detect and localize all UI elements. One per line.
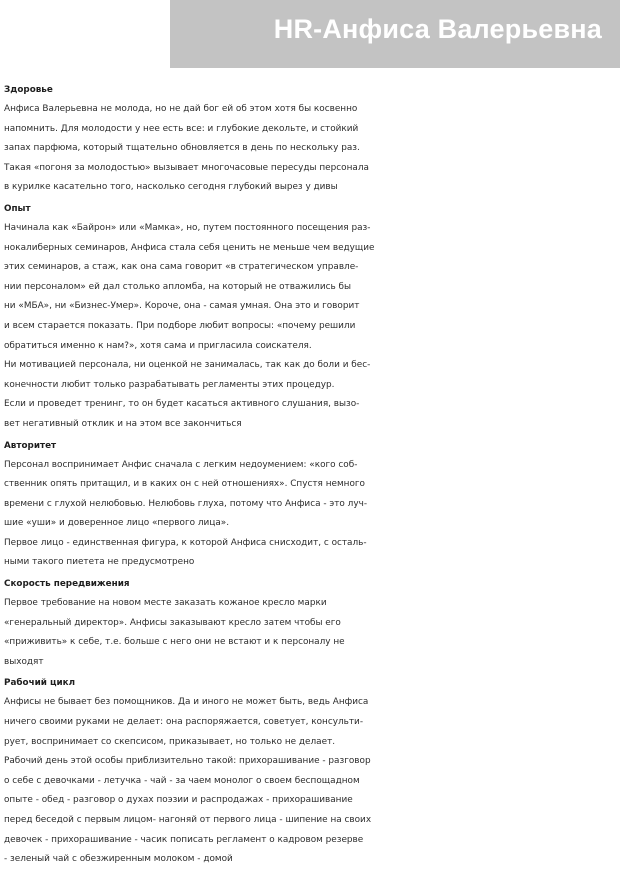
section [4, 674, 612, 869]
text-line: Если и проведет тренинг, то он будет касаться активного слушания, вызо- [4, 399, 360, 410]
text-line: Первое лицо - единственная фигура, к которой Анфиса снисходит, с осталь- [4, 537, 367, 548]
text-line: и всем старается показать. При подборе любит вопросы: «почему решили [4, 320, 356, 331]
text-line: Ни мотивацией персонала, ни оценкой не занималась, так как до боли и бес- [4, 360, 371, 371]
text-line: «генеральный директор». Анфисы заказывают кресло затем чтобы его [4, 617, 341, 628]
text-line: времени с глухой нелюбовью. Нелюбовь глуха, потому что Анфиса - это луч- [4, 498, 368, 509]
section [4, 575, 612, 672]
text-line: конечности любит только разрабатывать регламенты этих процедур. [4, 379, 335, 390]
text-line: Анфисы не бывает без помощников. Да и иного не может быть, ведь Анфиса [4, 697, 369, 708]
text-line: Персонал воспринимает Анфис сначала с легким недоумением: «кого соб- [4, 459, 358, 470]
text-line: ственник опять притащил, и в каких он с ней отношениях». Спустя немного [4, 479, 365, 490]
text-line: Анфиса Валерьевна не молода, но не дай бог ей об этом хотя бы косвенно [4, 104, 358, 114]
header-bar [170, 0, 620, 68]
text-line: перед беседой с первым лицом- нагоняй от первого лица - шипение на своих [4, 815, 372, 825]
text-line: ничего своими руками не делает: она распоряжается, советует, консульти- [4, 717, 364, 728]
text-line: нокалиберных семинаров, Анфиса стала себя ценить не меньше чем ведущие [4, 242, 375, 253]
text-line: вет негативный отклик и на этом все закончиться [4, 418, 242, 429]
section-heading: Опыт [4, 203, 31, 214]
text-line: девочек - прихорашивание - часик пописать регламент о кадровом резерве [4, 834, 364, 845]
text-line: Начинала как «Байрон» или «Мамка», но, путем постоянного посещения раз- [4, 222, 371, 233]
text-line: выходят [4, 656, 44, 667]
text-line: Первое требование на новом месте заказать кожаное кресло марки [4, 598, 327, 609]
text-line: «приживить» к себе, т.е. больше с него они не встают и к персоналу не [4, 637, 345, 648]
section [4, 437, 612, 574]
section-heading: Авторитет [4, 440, 57, 451]
text-line: шие «уши» и доверенное лицо «первого лица». [4, 518, 230, 529]
text-line: ни «МБА», ни «Бизнес-Умер». Короче, она - самая умная. Она это и говорит [4, 301, 360, 312]
text-line: в курилке касательно того, насколько сегодня глубокий вырез у дивы [4, 182, 338, 193]
section-heading: Здоровье [4, 85, 53, 95]
text-line: рует, воспринимает со скепсисом, приказывает, но только не делает. [4, 736, 336, 747]
text-line: о себе с девочками - летучка - чай - за чаем монолог о своем беспощадном [4, 775, 360, 786]
text-line: этих семинаров, а стаж, как она сама говорит «в стратегическом управле- [4, 262, 359, 273]
text-line: Такая «погоня за молодостью» вызывает многочасовые пересуды персонала [4, 162, 369, 173]
text-line: запах парфюма, который тщательно обновляется в день по нескольку раз. [4, 143, 360, 154]
text-line: нии персоналом» ей дал столько апломба, на который не отважились бы [4, 281, 352, 292]
page-title: HR-Анфиса Валерьевна [273, 14, 602, 44]
document-body [4, 79, 612, 870]
section [4, 200, 612, 435]
section-heading: Скорость передвижения [4, 579, 130, 590]
section [4, 81, 612, 198]
section-heading: Рабочий цикл [4, 678, 76, 689]
text-line: обратиться именно к нам?», хотя сама и пригласила соискателя. [4, 340, 312, 351]
text-line: Рабочий день этой особы приблизительно такой: прихорашивание - разговор [4, 756, 371, 767]
text-line: напомнить. Для молодости у нее есть все: и глубокие декольте, и стойкий [4, 123, 359, 134]
text-line: ными такого пиетета не предусмотрено [4, 557, 195, 568]
text-line: - зеленый чай с обезжиренным молоком - домой [4, 854, 233, 865]
text-line: опыте - обед - разговор о духах поэзии и распродажах - прихорашивание [4, 795, 353, 806]
